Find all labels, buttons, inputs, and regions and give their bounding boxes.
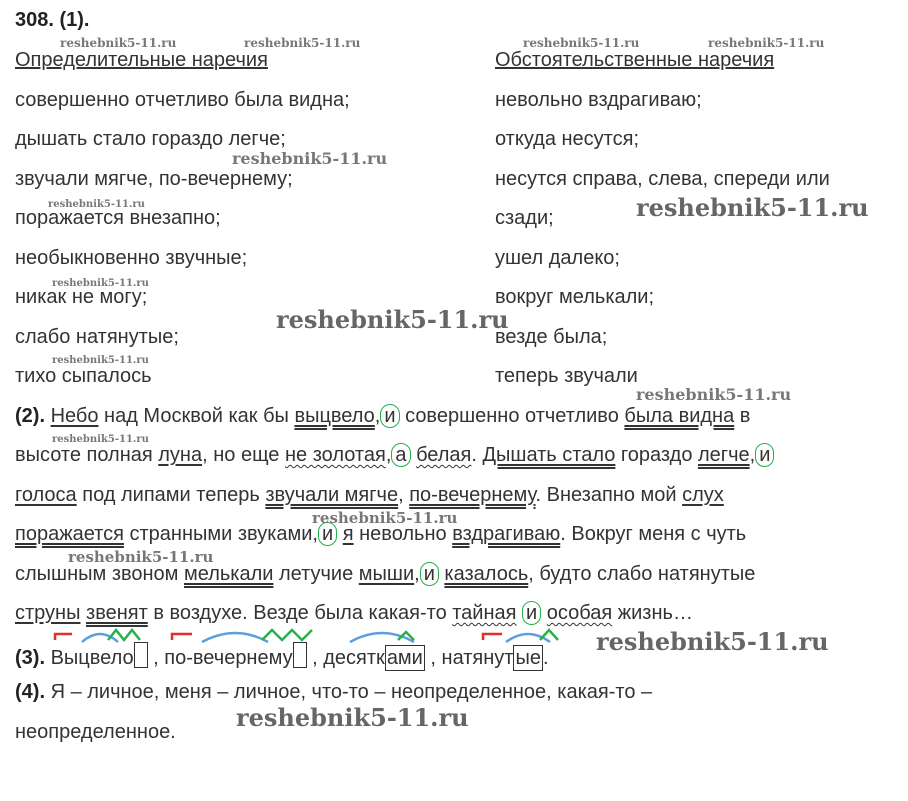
- separator: ,: [153, 647, 159, 669]
- subject: Небо: [50, 405, 99, 427]
- text: жизнь…: [612, 602, 693, 624]
- prefix-mark: [483, 634, 502, 640]
- watermark: reshebnik5-11.ru: [276, 305, 509, 334]
- subject: слух: [682, 484, 724, 506]
- text: ,: [385, 444, 392, 466]
- part4-line-2: неопределенное.: [15, 721, 176, 743]
- text: слышным звоном: [15, 563, 184, 585]
- text: ,: [414, 563, 420, 585]
- part3-label: (3).: [15, 647, 45, 669]
- text: , будто слабо натянутые: [528, 563, 756, 585]
- watermark: reshebnik5-11.ru: [48, 199, 145, 210]
- subject: мыши: [358, 563, 415, 585]
- conjunction-circled: и: [380, 404, 399, 428]
- zero-ending-box: [293, 642, 307, 668]
- text: ,: [398, 484, 410, 506]
- right-item: невольно вздрагиваю;: [495, 89, 702, 111]
- predicate: мелькали: [183, 563, 274, 585]
- text: . Вокруг меня с чуть: [560, 523, 747, 545]
- predicate: по-вечернему: [409, 484, 536, 506]
- right-item: вокруг мелькали;: [495, 286, 655, 308]
- separator: ,: [430, 647, 436, 669]
- definition: тайная: [452, 602, 517, 624]
- text: гораздо: [615, 444, 699, 466]
- morpheme-word: натянут: [441, 647, 514, 669]
- text: невольно: [353, 523, 453, 545]
- right-item: везде была;: [495, 326, 608, 348]
- subject: луна: [158, 444, 203, 466]
- subject: голоса: [15, 484, 77, 506]
- predicate: казалось: [444, 563, 529, 585]
- morpheme-word: десятк: [323, 647, 385, 669]
- right-item: теперь звучали: [495, 365, 638, 387]
- part2-label: (2).: [15, 405, 45, 427]
- header-definitive-adverbs: Определительные наречия: [15, 49, 268, 71]
- predicate: выцвело: [294, 405, 375, 427]
- part4-line-1: [15, 680, 652, 704]
- watermark: reshebnik5-11.ru: [52, 434, 149, 445]
- watermark: reshebnik5-11.ru: [68, 548, 214, 566]
- separator: .: [542, 647, 549, 669]
- definition: особая: [546, 602, 613, 624]
- predicate: была видна: [624, 405, 735, 427]
- left-item: никак не могу;: [15, 286, 148, 308]
- text: над Москвой как бы: [98, 405, 295, 427]
- text: Я – личное, меня – личное, что-то – неопределенное, какая-то –: [50, 681, 653, 703]
- watermark: reshebnik5-11.ru: [60, 36, 177, 50]
- suffix-mark: [540, 630, 558, 640]
- watermark: reshebnik5-11.ru: [596, 627, 829, 656]
- morpheme-word: по-вечернему: [164, 647, 293, 669]
- right-item: сзади;: [495, 207, 554, 229]
- definition: не золотая: [284, 444, 386, 466]
- ending-box: ые: [515, 647, 541, 669]
- predicate: Дышать стало: [482, 444, 616, 466]
- watermark: reshebnik5-11.ru: [636, 385, 792, 404]
- predicate: звенят: [86, 602, 148, 624]
- exercise-number: 308. (1).: [15, 9, 90, 31]
- part4-label: (4).: [15, 681, 45, 703]
- predicate: легче: [698, 444, 750, 466]
- text: ,: [374, 405, 381, 427]
- watermark: reshebnik5-11.ru: [244, 36, 361, 50]
- conjunction-circled: и: [420, 562, 439, 586]
- text: в воздухе. Везде была какая-то: [147, 602, 453, 624]
- watermark: reshebnik5-11.ru: [523, 36, 640, 50]
- subject: я: [342, 523, 354, 545]
- definition: белая: [416, 444, 472, 466]
- left-item: дышать стало гораздо легче;: [15, 128, 286, 150]
- watermark: reshebnik5-11.ru: [232, 149, 388, 168]
- text: летучие: [273, 563, 359, 585]
- text: высоте полная: [15, 444, 159, 466]
- ending-box: ами: [386, 647, 423, 669]
- left-item: необыкновенно звучные;: [15, 247, 248, 269]
- watermark: reshebnik5-11.ru: [52, 278, 149, 289]
- separator: ,: [312, 647, 318, 669]
- watermark: reshebnik5-11.ru: [52, 355, 149, 366]
- subject: струны: [15, 602, 81, 624]
- conjunction-circled: и: [318, 522, 337, 546]
- text: . Внезапно мой: [535, 484, 683, 506]
- right-item: откуда несутся;: [495, 128, 639, 150]
- conjunction-circled: а: [391, 443, 410, 467]
- predicate: поражается: [15, 523, 124, 545]
- suffix-mark: [262, 630, 312, 640]
- root-arc: [202, 633, 268, 642]
- watermark: reshebnik5-11.ru: [636, 193, 869, 222]
- left-item: поражается внезапно;: [15, 207, 221, 229]
- right-item: ушел далеко;: [495, 247, 620, 269]
- text: .: [471, 444, 483, 466]
- watermark: reshebnik5-11.ru: [708, 36, 825, 50]
- text: странными звуками,: [123, 523, 318, 545]
- morpheme-word: Выцвело: [50, 647, 134, 669]
- conjunction-circled: и: [755, 443, 774, 467]
- watermark: reshebnik5-11.ru: [312, 509, 458, 527]
- left-item: тихо сыпалось: [15, 365, 152, 387]
- text: совершенно отчетливо: [399, 405, 625, 427]
- left-item: звучали мягче, по-вечернему;: [15, 168, 293, 190]
- left-item: слабо натянутые;: [15, 326, 179, 348]
- watermark: reshebnik5-11.ru: [236, 703, 469, 732]
- conjunction-circled: и: [522, 601, 541, 625]
- prefix-mark: [55, 634, 72, 640]
- text: под липами теперь: [76, 484, 266, 506]
- predicate: вздрагиваю: [452, 523, 561, 545]
- left-item: совершенно отчетливо была видна;: [15, 89, 350, 111]
- prefix-mark: [172, 634, 192, 640]
- text: в: [734, 405, 751, 427]
- part3-line: [15, 642, 549, 671]
- predicate: звучали мягче: [265, 484, 399, 506]
- header-circumstantial-adverbs: Обстоятельственные наречия: [495, 49, 775, 71]
- right-item: несутся справа, слева, спереди или: [495, 168, 830, 190]
- zero-ending-box: [134, 642, 148, 668]
- text: ,: [749, 444, 756, 466]
- text: , но еще: [202, 444, 285, 466]
